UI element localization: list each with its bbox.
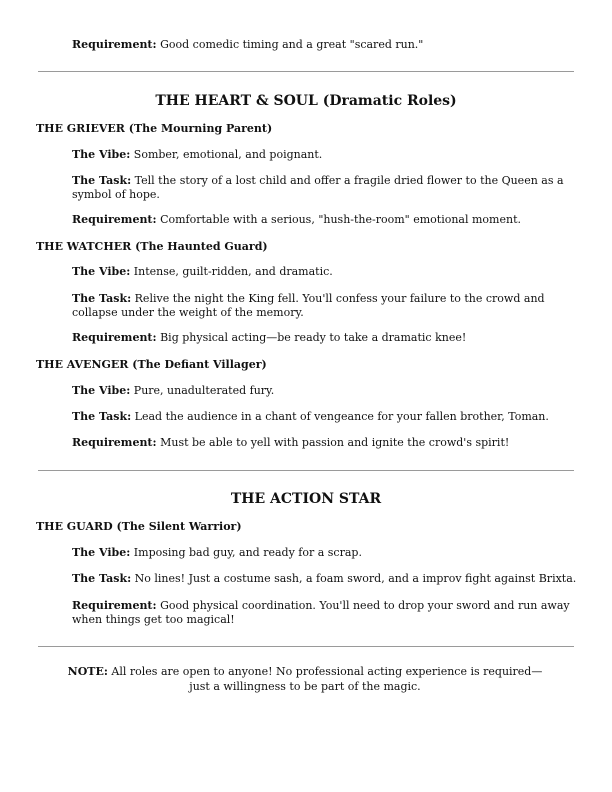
requirement-label: Requirement: [72, 38, 157, 51]
task-label: The Task: [72, 174, 132, 187]
vibe-text: Intense, guilt-ridden, and dramatic. [130, 265, 333, 278]
divider [38, 646, 574, 647]
vibe-text: Somber, emotional, and poignant. [130, 148, 323, 161]
avenger-requirement [72, 436, 582, 450]
guard-requirement [72, 599, 582, 627]
role-name-avenger: THE AVENGER (The Defiant Villager) [36, 358, 267, 371]
vibe-label: The Vibe: [72, 384, 131, 397]
guard-vibe [72, 546, 582, 560]
requirement-label: Requirement: [72, 331, 157, 344]
griever-requirement [72, 213, 582, 227]
section-title-heart-soul: THE HEART & SOUL (Dramatic Roles) [155, 93, 457, 109]
note [60, 664, 550, 694]
requirement-text: Good comedic timing and a great "scared run." [156, 38, 424, 51]
requirement-label: Requirement: [72, 213, 157, 226]
role-name-guard: THE GUARD (The Silent Warrior) [36, 520, 242, 533]
vibe-label: The Vibe: [72, 546, 131, 559]
vibe-text: Imposing bad guy, and ready for a scrap. [130, 546, 362, 559]
note-label: NOTE: [67, 665, 108, 678]
task-label: The Task: [72, 572, 132, 585]
task-text: Tell the story of a lost child and offer a fragile dried flower to the Queen as a symbol of hope. [72, 174, 564, 201]
task-label: The Task: [72, 410, 132, 423]
avenger-vibe [72, 384, 582, 398]
requirement-text: Big physical acting—be ready to take a dramatic knee! [156, 331, 467, 344]
vibe-text: Pure, unadulterated fury. [130, 384, 275, 397]
watcher-requirement [72, 331, 582, 345]
guard-task [72, 572, 582, 586]
vibe-label: The Vibe: [72, 148, 131, 161]
vibe-label: The Vibe: [72, 265, 131, 278]
section-title-action-star: THE ACTION STAR [230, 491, 382, 507]
griever-task [72, 174, 582, 202]
top-requirement [72, 38, 582, 52]
requirement-label: Requirement: [72, 599, 157, 612]
requirement-text: Must be able to yell with passion and ignite the crowd's spirit! [156, 436, 510, 449]
role-name-watcher: THE WATCHER (The Haunted Guard) [36, 240, 268, 253]
watcher-vibe [72, 265, 582, 279]
requirement-label: Requirement: [72, 436, 157, 449]
task-text: Lead the audience in a chant of vengeance for your fallen brother, Toman. [131, 410, 549, 423]
divider [38, 470, 574, 471]
watcher-task [72, 292, 582, 320]
note-text: All roles are open to anyone! No professional acting experience is required—just a willingness to be part of the magic. [107, 665, 543, 693]
requirement-text: Comfortable with a serious, "hush-the-room" emotional moment. [156, 213, 521, 226]
task-text: Relive the night the King fell. You'll confess your failure to the crowd and collapse under the weight of the memory. [72, 292, 545, 319]
task-text: No lines! Just a costume sash, a foam sword, and a improv fight against Brixta. [131, 572, 577, 585]
task-label: The Task: [72, 292, 132, 305]
requirement-text: Good physical coordination. You'll need to drop your sword and run away when things get too magical! [72, 599, 570, 626]
divider [38, 71, 574, 72]
avenger-task [72, 410, 582, 424]
griever-vibe [72, 148, 582, 162]
role-name-griever: THE GRIEVER (The Mourning Parent) [36, 122, 273, 135]
